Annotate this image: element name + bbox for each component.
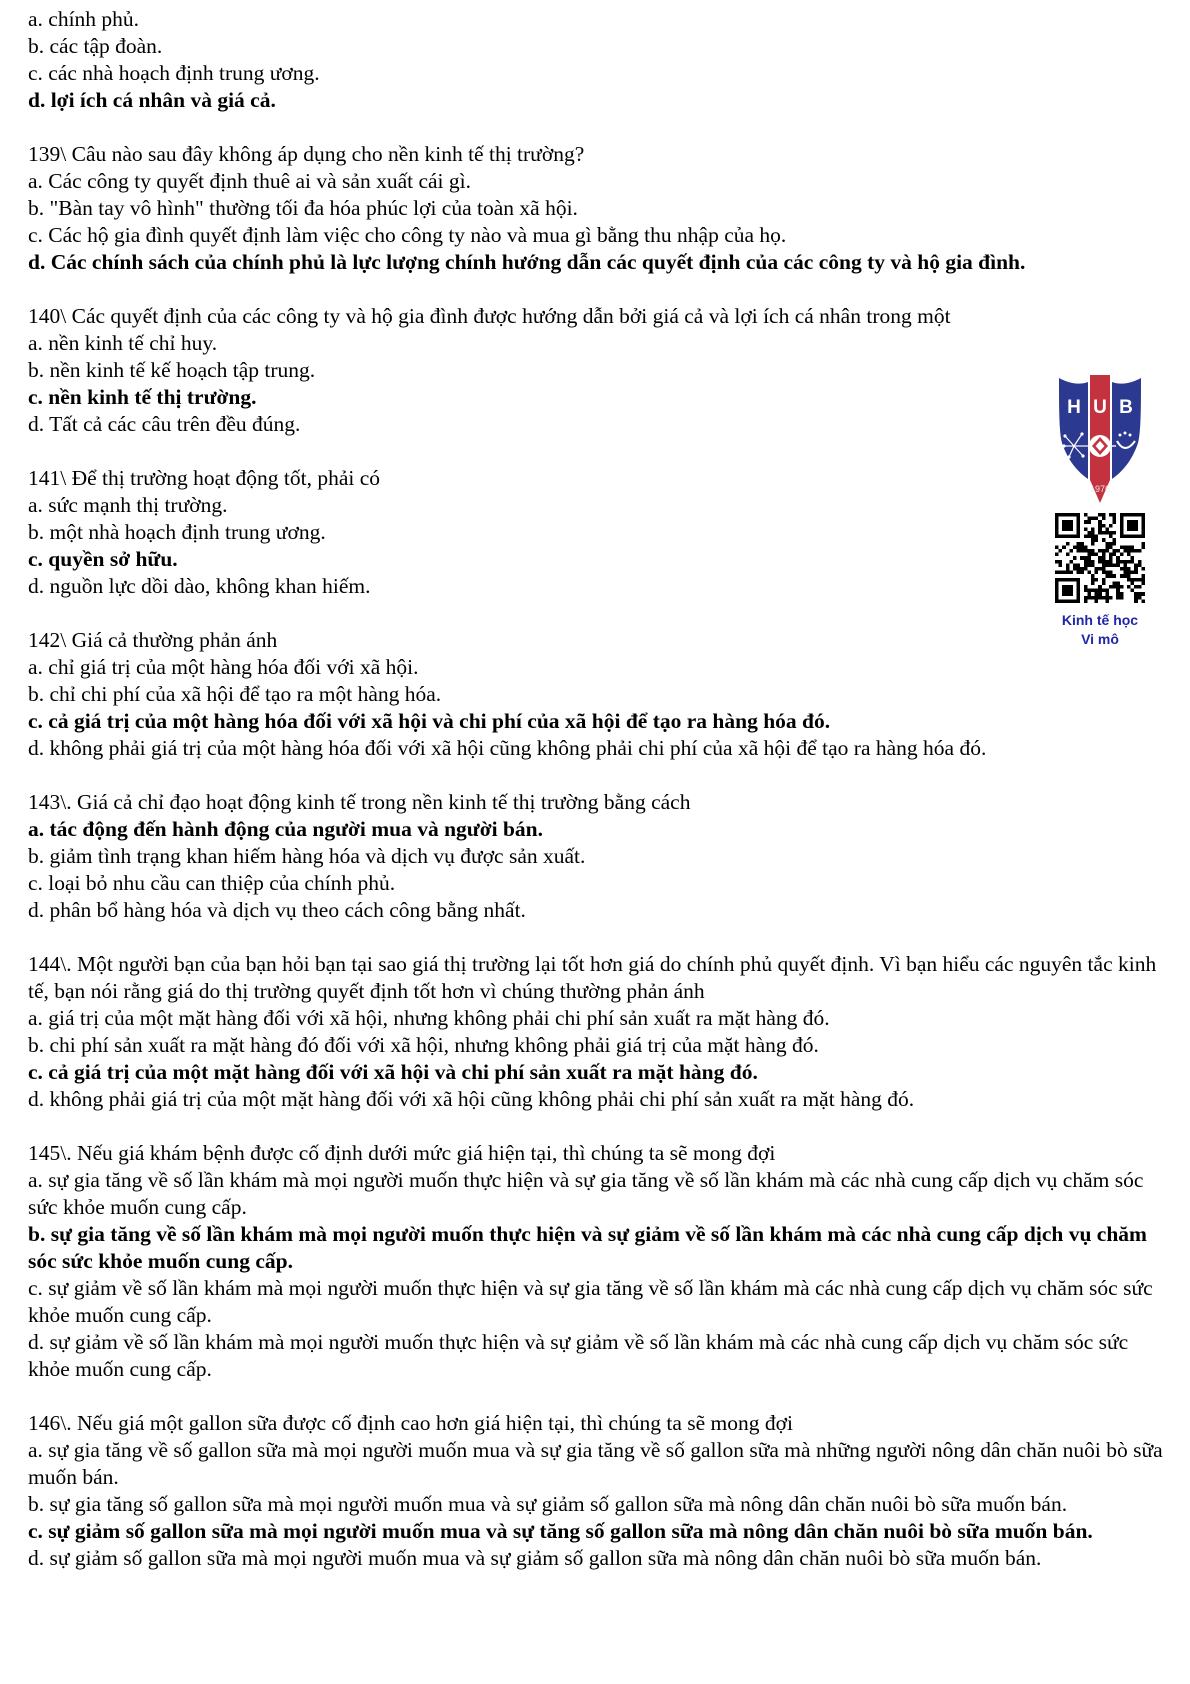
option-line: c. các nhà hoạch định trung ương. <box>28 61 320 85</box>
option-line: a. sự gia tăng về số gallon sữa mà mọi người muốn mua và sự gia tăng về số gallon sữa mà những người nông dân chăn nuôi bò sữa muốn bán. <box>28 1438 1163 1489</box>
option-line: b. các tập đoàn. <box>28 34 163 58</box>
question-stem: 141\ Để thị trường hoạt động tốt, phải có <box>28 466 381 490</box>
option-line: c. loại bỏ nhu cầu can thiệp của chính phủ. <box>28 871 396 895</box>
option-line: d. lợi ích cá nhân và giá cả. <box>28 88 276 112</box>
question-stem: 142\ Giá cả thường phản ánh <box>28 628 278 652</box>
question-block <box>28 627 1163 762</box>
question-options <box>28 168 1163 276</box>
option-line: b. chi phí sản xuất ra mặt hàng đó đối với xã hội, nhưng không phải giá trị của mặt hàng đó. <box>28 1033 819 1057</box>
question-options <box>28 654 1163 762</box>
medallion-icon <box>1089 435 1111 457</box>
option-line: c. quyền sở hữu. <box>28 547 178 571</box>
option-line: b. giảm tình trạng khan hiếm hàng hóa và dịch vụ được sản xuất. <box>28 844 586 868</box>
question-options <box>28 492 1163 600</box>
question-block <box>28 951 1163 1113</box>
logo-letter-h: H <box>1067 397 1081 418</box>
question-block <box>28 465 1163 600</box>
sidebar <box>1048 372 1152 649</box>
option-line: c. sự giảm số gallon sữa mà mọi người muốn mua và sự tăng số gallon sữa mà nông dân chăn nuôi bò sữa muốn bán. <box>28 1519 1093 1543</box>
option-line: d. sự giảm về số lần khám mà mọi người muốn thực hiện và sự giảm về số lần khám mà các nhà cung cấp dịch vụ chăm sóc sức khỏe muốn cung cấp. <box>28 1330 1129 1381</box>
question-options <box>28 330 1163 438</box>
option-line: c. Các hộ gia đình quyết định làm việc cho công ty nào và mua gì bằng thu nhập của họ. <box>28 223 787 247</box>
option-line: d. Tất cả các câu trên đều đúng. <box>28 412 301 436</box>
question-stem: 145\. Nếu giá khám bệnh được cố định dưới mức giá hiện tại, thì chúng ta sẽ mong đợi <box>28 1141 776 1165</box>
option-line: d. Các chính sách của chính phủ là lực lượng chính hướng dẫn các quyết định của các công ty và hộ gia đình. <box>28 250 1026 274</box>
question-stem: 140\ Các quyết định của các công ty và hộ gia đình được hướng dẫn bởi giá cả và lợi ích cá nhân trong một <box>28 304 951 328</box>
logo-year: 1976 <box>1089 484 1111 494</box>
question-options <box>28 816 1163 924</box>
question-stem: 143\. Giá cả chỉ đạo hoạt động kinh tế trong nền kinh tế thị trường bằng cách <box>28 790 691 814</box>
question-stem: 146\. Nếu giá một gallon sữa được cố định cao hơn giá hiện tại, thì chúng ta sẽ mong đợi <box>28 1411 793 1435</box>
option-line: a. chỉ giá trị của một hàng hóa đối với xã hội. <box>28 655 419 679</box>
option-line: a. nền kinh tế chỉ huy. <box>28 331 218 355</box>
option-line: a. chính phủ. <box>28 7 140 31</box>
option-line: a. giá trị của một mặt hàng đối với xã hội, nhưng không phải chi phí sản xuất ra mặt hàng đó. <box>28 1006 830 1030</box>
option-line: c. cả giá trị của một hàng hóa đối với xã hội và chi phí của xã hội để tạo ra hàng hóa đó. <box>28 709 831 733</box>
logo-letter-b: B <box>1119 397 1133 418</box>
question-block <box>28 1140 1163 1383</box>
question-block <box>28 6 1163 114</box>
option-line: b. một nhà hoạch định trung ương. <box>28 520 326 544</box>
option-line: a. Các công ty quyết định thuê ai và sản xuất cái gì. <box>28 169 472 193</box>
qr-caption <box>1048 611 1152 649</box>
question-stem: 139\ Câu nào sau đây không áp dụng cho nền kinh tế thị trường? <box>28 142 585 166</box>
qr-caption-line1: Kinh tế học <box>1061 612 1139 628</box>
option-line: b. sự gia tăng về số lần khám mà mọi người muốn thực hiện và sự giảm về số lần khám mà các nhà cung cấp dịch vụ chăm sóc sức khỏe muốn cung cấp. <box>28 1222 1147 1273</box>
question-block <box>28 1410 1163 1572</box>
question-options <box>28 1437 1163 1572</box>
option-line: b. nền kinh tế kế hoạch tập trung. <box>28 358 316 382</box>
logo-letter-u: U <box>1093 397 1107 418</box>
document-page <box>28 6 1163 1572</box>
option-line: c. sự giảm về số lần khám mà mọi người muốn thực hiện và sự gia tăng về số lần khám mà các nhà cung cấp dịch vụ chăm sóc sức khỏe muốn cung cấp. <box>28 1276 1153 1327</box>
question-options <box>28 1005 1163 1113</box>
option-line: a. sự gia tăng về số lần khám mà mọi người muốn thực hiện và sự gia tăng về số lần khám mà các nhà cung cấp dịch vụ chăm sóc sức khỏe muốn cung cấp. <box>28 1168 1144 1219</box>
option-line: b. chỉ chi phí của xã hội để tạo ra một hàng hóa. <box>28 682 442 706</box>
question-options <box>28 1167 1163 1383</box>
hub-logo-icon <box>1057 372 1143 506</box>
question-options <box>28 6 1163 114</box>
option-line: d. nguồn lực dồi dào, không khan hiếm. <box>28 574 371 598</box>
option-line: b. "Bàn tay vô hình" thường tối đa hóa phúc lợi của toàn xã hội. <box>28 196 578 220</box>
option-line: d. không phải giá trị của một hàng hóa đối với xã hội cũng không phải chi phí của xã hội để tạo ra hàng hóa đó. <box>28 736 987 760</box>
question-block <box>28 141 1163 276</box>
question-stem: 144\. Một người bạn của bạn hỏi bạn tại sao giá thị trường lại tốt hơn giá do chính phủ quyết định. Vì bạn hiểu các nguyên tắc kinh tế, bạn nói rằng giá do thị trường quyết định tốt hơn vì chúng thường phản ánh <box>28 952 1157 1003</box>
option-line: b. sự gia tăng số gallon sữa mà mọi người muốn mua và sự giảm số gallon sữa mà nông dân chăn nuôi bò sữa muốn bán. <box>28 1492 1068 1516</box>
question-block <box>28 303 1163 438</box>
option-line: c. nền kinh tế thị trường. <box>28 385 257 409</box>
option-line: d. không phải giá trị của một mặt hàng đối với xã hội cũng không phải chi phí sản xuất ra mặt hàng đó. <box>28 1087 915 1111</box>
option-line: a. sức mạnh thị trường. <box>28 493 228 517</box>
option-line: d. phân bổ hàng hóa và dịch vụ theo cách công bằng nhất. <box>28 898 526 922</box>
option-line: a. tác động đến hành động của người mua và người bán. <box>28 817 543 841</box>
qr-code <box>1055 513 1145 603</box>
option-line: d. sự giảm số gallon sữa mà mọi người muốn mua và sự giảm số gallon sữa mà nông dân chăn nuôi bò sữa muốn bán. <box>28 1546 1042 1570</box>
option-line: c. cả giá trị của một mặt hàng đối với xã hội và chi phí sản xuất ra mặt hàng đó. <box>28 1060 758 1084</box>
question-block <box>28 789 1163 924</box>
qr-caption-line2: Vi mô <box>1081 631 1119 647</box>
questions <box>28 6 1163 1572</box>
